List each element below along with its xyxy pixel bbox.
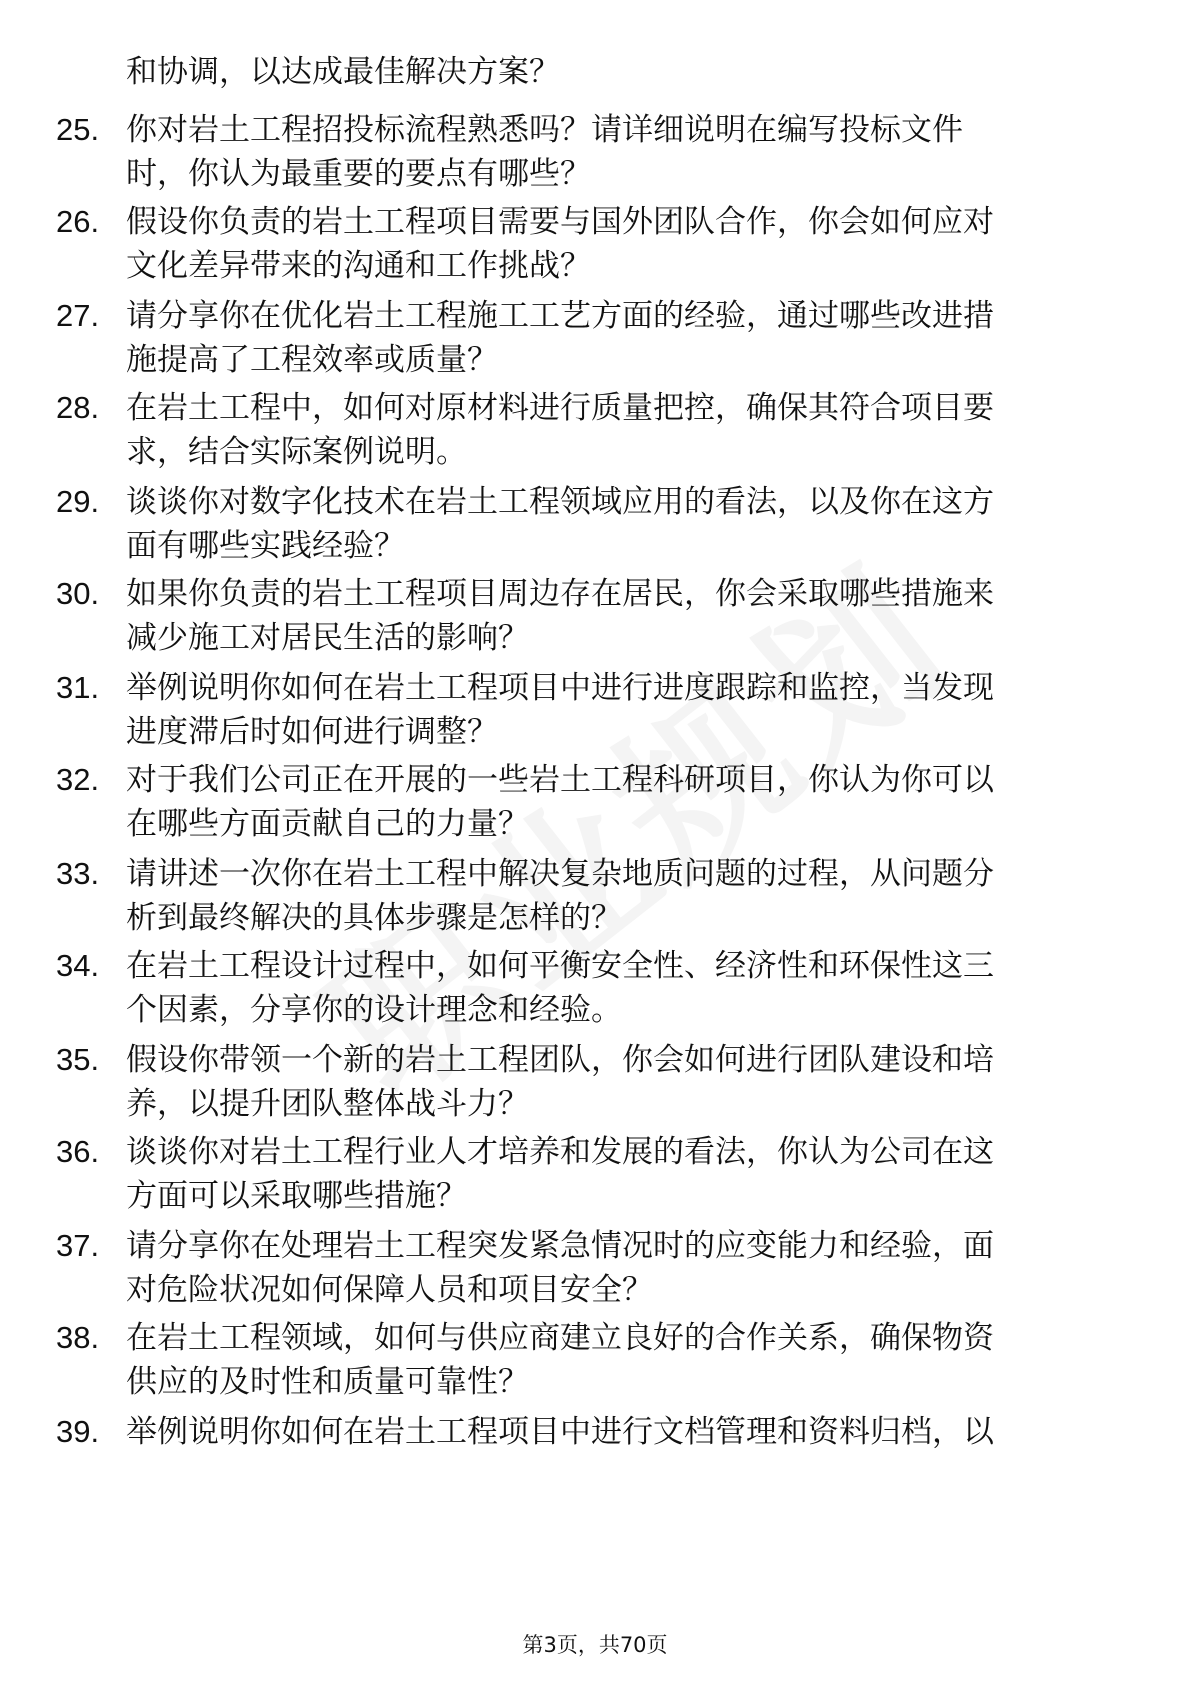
question-text-line-2: 方面可以采取哪些措施？ (126, 1178, 467, 1214)
question-number: 32. (56, 762, 100, 797)
question-text-line-2: 求，结合实际案例说明。 (126, 434, 467, 470)
question-text-line-2: 在哪些方面贡献自己的力量？ (126, 806, 529, 842)
question-number: 29. (56, 484, 100, 519)
question-text-line-2: 面有哪些实践经验？ (126, 528, 405, 564)
page-number-footer: 第3页，共70页 (522, 1633, 668, 1657)
question-text-line-1: 请讲述一次你在岩土工程中解决复杂地质问题的过程，从问题分 (126, 856, 994, 892)
question-number: 38. (56, 1320, 100, 1355)
question-number: 28. (56, 390, 100, 425)
question-number: 25. (56, 112, 100, 147)
question-number: 36. (56, 1134, 100, 1169)
question-text-line-1: 如果你负责的岩土工程项目周边存在居民，你会采取哪些措施来 (126, 576, 994, 612)
question-number: 31. (56, 670, 100, 705)
question-text-line-2: 个因素，分享你的设计理念和经验。 (126, 992, 622, 1028)
question-number: 35. (56, 1042, 100, 1077)
question-number: 27. (56, 298, 100, 333)
question-text-line-2: 文化差异带来的沟通和工作挑战？ (126, 248, 591, 284)
question-text-line-2: 时，你认为最重要的要点有哪些？ (126, 156, 591, 192)
question-text-line-1: 假设你负责的岩土工程项目需要与国外团队合作，你会如何应对 (126, 204, 994, 240)
question-text-line-1: 举例说明你如何在岩土工程项目中进行进度跟踪和监控，当发现 (126, 670, 994, 706)
question-number: 26. (56, 204, 100, 239)
question-text-line-1: 举例说明你如何在岩土工程项目中进行文档管理和资料归档，以 (126, 1414, 994, 1450)
question-text-line-1: 请分享你在处理岩土工程突发紧急情况时的应变能力和经验，面 (126, 1228, 994, 1264)
question-number: 39. (56, 1414, 100, 1449)
question-text-line-1: 假设你带领一个新的岩土工程团队，你会如何进行团队建设和培 (126, 1042, 994, 1078)
question-text-line-1: 谈谈你对岩土工程行业人才培养和发展的看法，你认为公司在这 (126, 1134, 994, 1170)
question-text-line-2: 养，以提升团队整体战斗力？ (126, 1086, 529, 1122)
question-text-line-2: 供应的及时性和质量可靠性？ (126, 1364, 529, 1400)
question-text-line-1: 你对岩土工程招投标流程熟悉吗？请详细说明在编写投标文件 (126, 112, 963, 148)
question-text-line-2: 析到最终解决的具体步骤是怎样的？ (126, 900, 622, 936)
question-number: 34. (56, 948, 100, 983)
question-text-line-1: 谈谈你对数字化技术在岩土工程领域应用的看法，以及你在这方 (126, 484, 994, 520)
question-text-line-1: 在岩土工程设计过程中，如何平衡安全性、经济性和环保性这三 (126, 948, 994, 984)
question-text-line-1: 请分享你在优化岩土工程施工工艺方面的经验，通过哪些改进措 (126, 298, 994, 334)
continued-text-line: 和协调，以达成最佳解决方案？ (126, 54, 560, 90)
question-text-line-2: 施提高了工程效率或质量？ (126, 342, 498, 378)
question-text-line-1: 对于我们公司正在开展的一些岩土工程科研项目，你认为你可以 (126, 762, 994, 798)
question-number: 37. (56, 1228, 100, 1263)
question-text-line-1: 在岩土工程中，如何对原材料进行质量把控，确保其符合项目要 (126, 390, 994, 426)
question-text-line-2: 减少施工对居民生活的影响？ (126, 620, 529, 656)
question-number: 30. (56, 576, 100, 611)
question-text-line-2: 进度滞后时如何进行调整？ (126, 714, 498, 750)
question-number: 33. (56, 856, 100, 891)
question-text-line-2: 对危险状况如何保障人员和项目安全？ (126, 1272, 653, 1308)
question-text-line-1: 在岩土工程领域，如何与供应商建立良好的合作关系，确保物资 (126, 1320, 994, 1356)
